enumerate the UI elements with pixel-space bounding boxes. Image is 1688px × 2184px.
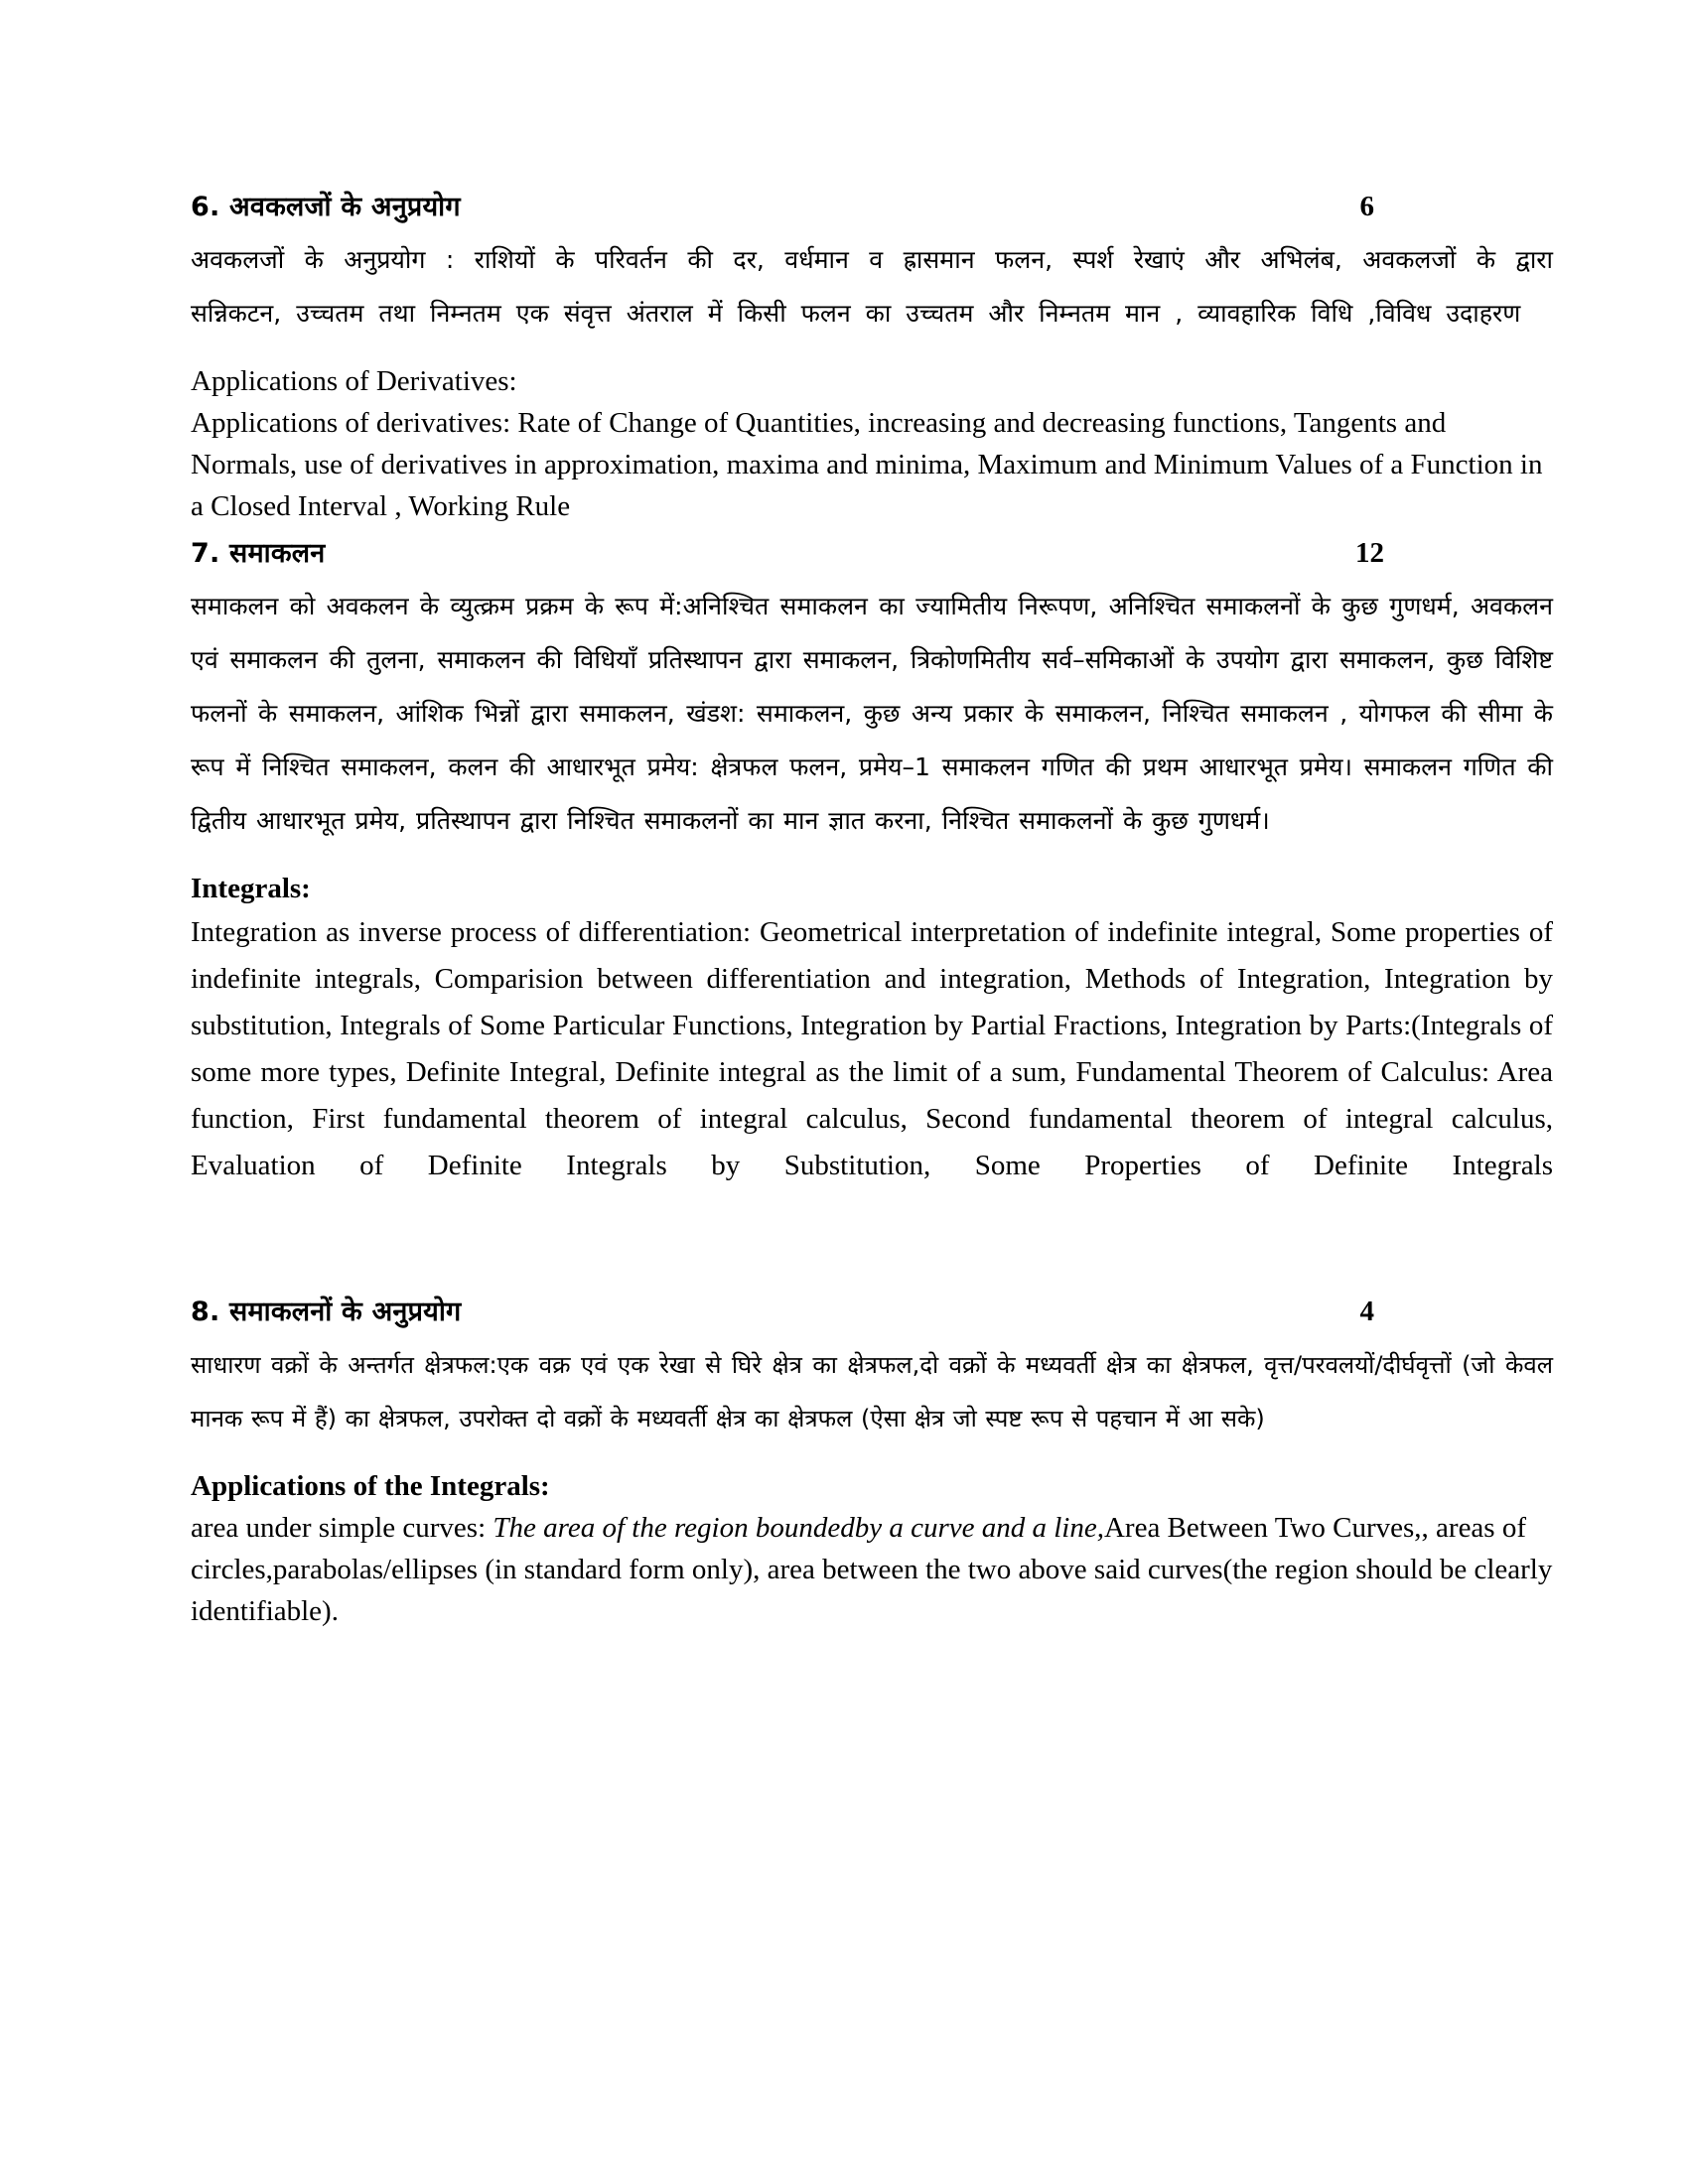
english-body-italic: The area of the region boundedby a curve and a line, xyxy=(492,1512,1104,1544)
english-body: Applications of derivatives: Rate of Change of Quantities, increasing and decreasing functions, Tangents and Normals, use of derivatives in approximation, maxima and minima, Maximum and Minimum Values of a Function in a Closed Interval , Working Rule xyxy=(191,407,1543,522)
spacer xyxy=(191,1445,1553,1459)
page-content xyxy=(191,187,1553,1632)
english-subheading: Integrals: xyxy=(191,873,311,904)
spacer xyxy=(191,341,1553,354)
section-heading-applications-of-integrals xyxy=(191,1292,1553,1328)
english-subheading: Applications of the Integrals: xyxy=(191,1470,550,1502)
spacer xyxy=(191,848,1553,862)
section-marks: 12 xyxy=(1355,537,1384,569)
english-body xyxy=(191,1507,1553,1632)
section-title-hi: 7. समाकलन xyxy=(191,538,326,569)
english-body: Integration as inverse process of differentiation: Geometrical interpretation of indefinite integral, Some properties of indefinite integrals, Comparision between differentiation and integration, Methods of Integration, Integration by substitution, Integrals of Some Particular Functions, Integration by Partial Fractions, Integration by Parts:(Integrals of some more types, Definite Integral, Definite integral as the limit of a sum, Fundamental Theorem of Calculus: Area function, First fundamental theorem of integral calculus, Second fundamental theorem of integral calculus, Evaluation of Definite Integrals by Substitution, Some Properties of Definite Integrals xyxy=(191,916,1553,1181)
english-body-post: Area Between Two Curves,, areas of circles,parabolas/ellipses (in standard form only), area between the two above said curves(the region should be clearly identifiable). xyxy=(191,1512,1553,1627)
section-marks: 4 xyxy=(1359,1296,1374,1327)
spacer xyxy=(191,1236,1553,1292)
section-hindi-body: अवकलजों के अनुप्रयोग : राशियों के परिवर्तन की दर, वर्धमान व ह्रासमान फलन, स्पर्श रेखाएं और अभिलंब, अवकलजों के द्वारा सन्निकटन, उच्चतम तथा निम्नतम एक संवृत्त अंतराल में किसी फलन का उच्चतम और निम्नतम मान , व्यावहारिक विधि ,विविध उदाहरण xyxy=(191,245,1553,328)
section-title-hi: 6. अवकलजों के अनुप्रयोग xyxy=(191,192,461,222)
section-hindi-body: समाकलन को अवकलन के व्युत्क्रम प्रक्रम के रूप में:अनिश्चित समाकलन का ज्यामितीय निरूपण, अनिश्चित समाकलनों के कुछ गुणधर्म, अवकलन एवं समाकलन की तुलना, समाकलन की विधियाँ प्रतिस्थापन द्वारा समाकलन, त्रिकोणमितीय सर्व–समिकाओं के उपयोग द्वारा समाकलन, कुछ विशिष्ट फलनों के समाकलन, आंशिक भिन्नों द्वारा समाकलन, खंडश: समाकलन, कुछ अन्य प्रकार के समाकलन, निश्चित समाकलन , योगफल की सीमा के रूप में निश्चित समाकलन, कलन की आधारभूत प्रमेय: क्षेत्रफल फलन, प्रमेय–1 समाकलन गणित की प्रथम आधारभूत प्रमेय। समाकलन गणित की द्वितीय आधारभूत प्रमेय, प्रतिस्थापन द्वारा निश्चित समाकलनों का मान ज्ञात करना, निश्चित समाकलनों के कुछ गुणधर्म। xyxy=(191,592,1553,835)
section-hindi-body: साधारण वक्रों के अन्तर्गत क्षेत्रफल:एक वक्र एवं एक रेखा से घिरे क्षेत्र का क्षेत्रफल,दो वक्रों के मध्यवर्ती क्षेत्र का क्षेत्रफल, वृत्त/परवलयों/दीर्घवृत्तों (जो केवल मानक रूप में हैं) का क्षेत्रफल, उपरोक्त दो वक्रों के मध्यवर्ती क्षेत्र का क्षेत्रफल (ऐसा क्षेत्र जो स्पष्ट रूप से पहचान में आ सके) xyxy=(191,1351,1553,1433)
section-heading-integrals xyxy=(191,533,1553,570)
section-marks: 6 xyxy=(1359,191,1374,222)
english-body-pre: area under simple curves: xyxy=(191,1512,493,1544)
english-subheading: Applications of Derivatives: xyxy=(191,365,517,397)
section-title-hi: 8. समाकलनों के अनुप्रयोग xyxy=(191,1297,462,1327)
section-heading-applications-of-derivatives xyxy=(191,187,1553,223)
